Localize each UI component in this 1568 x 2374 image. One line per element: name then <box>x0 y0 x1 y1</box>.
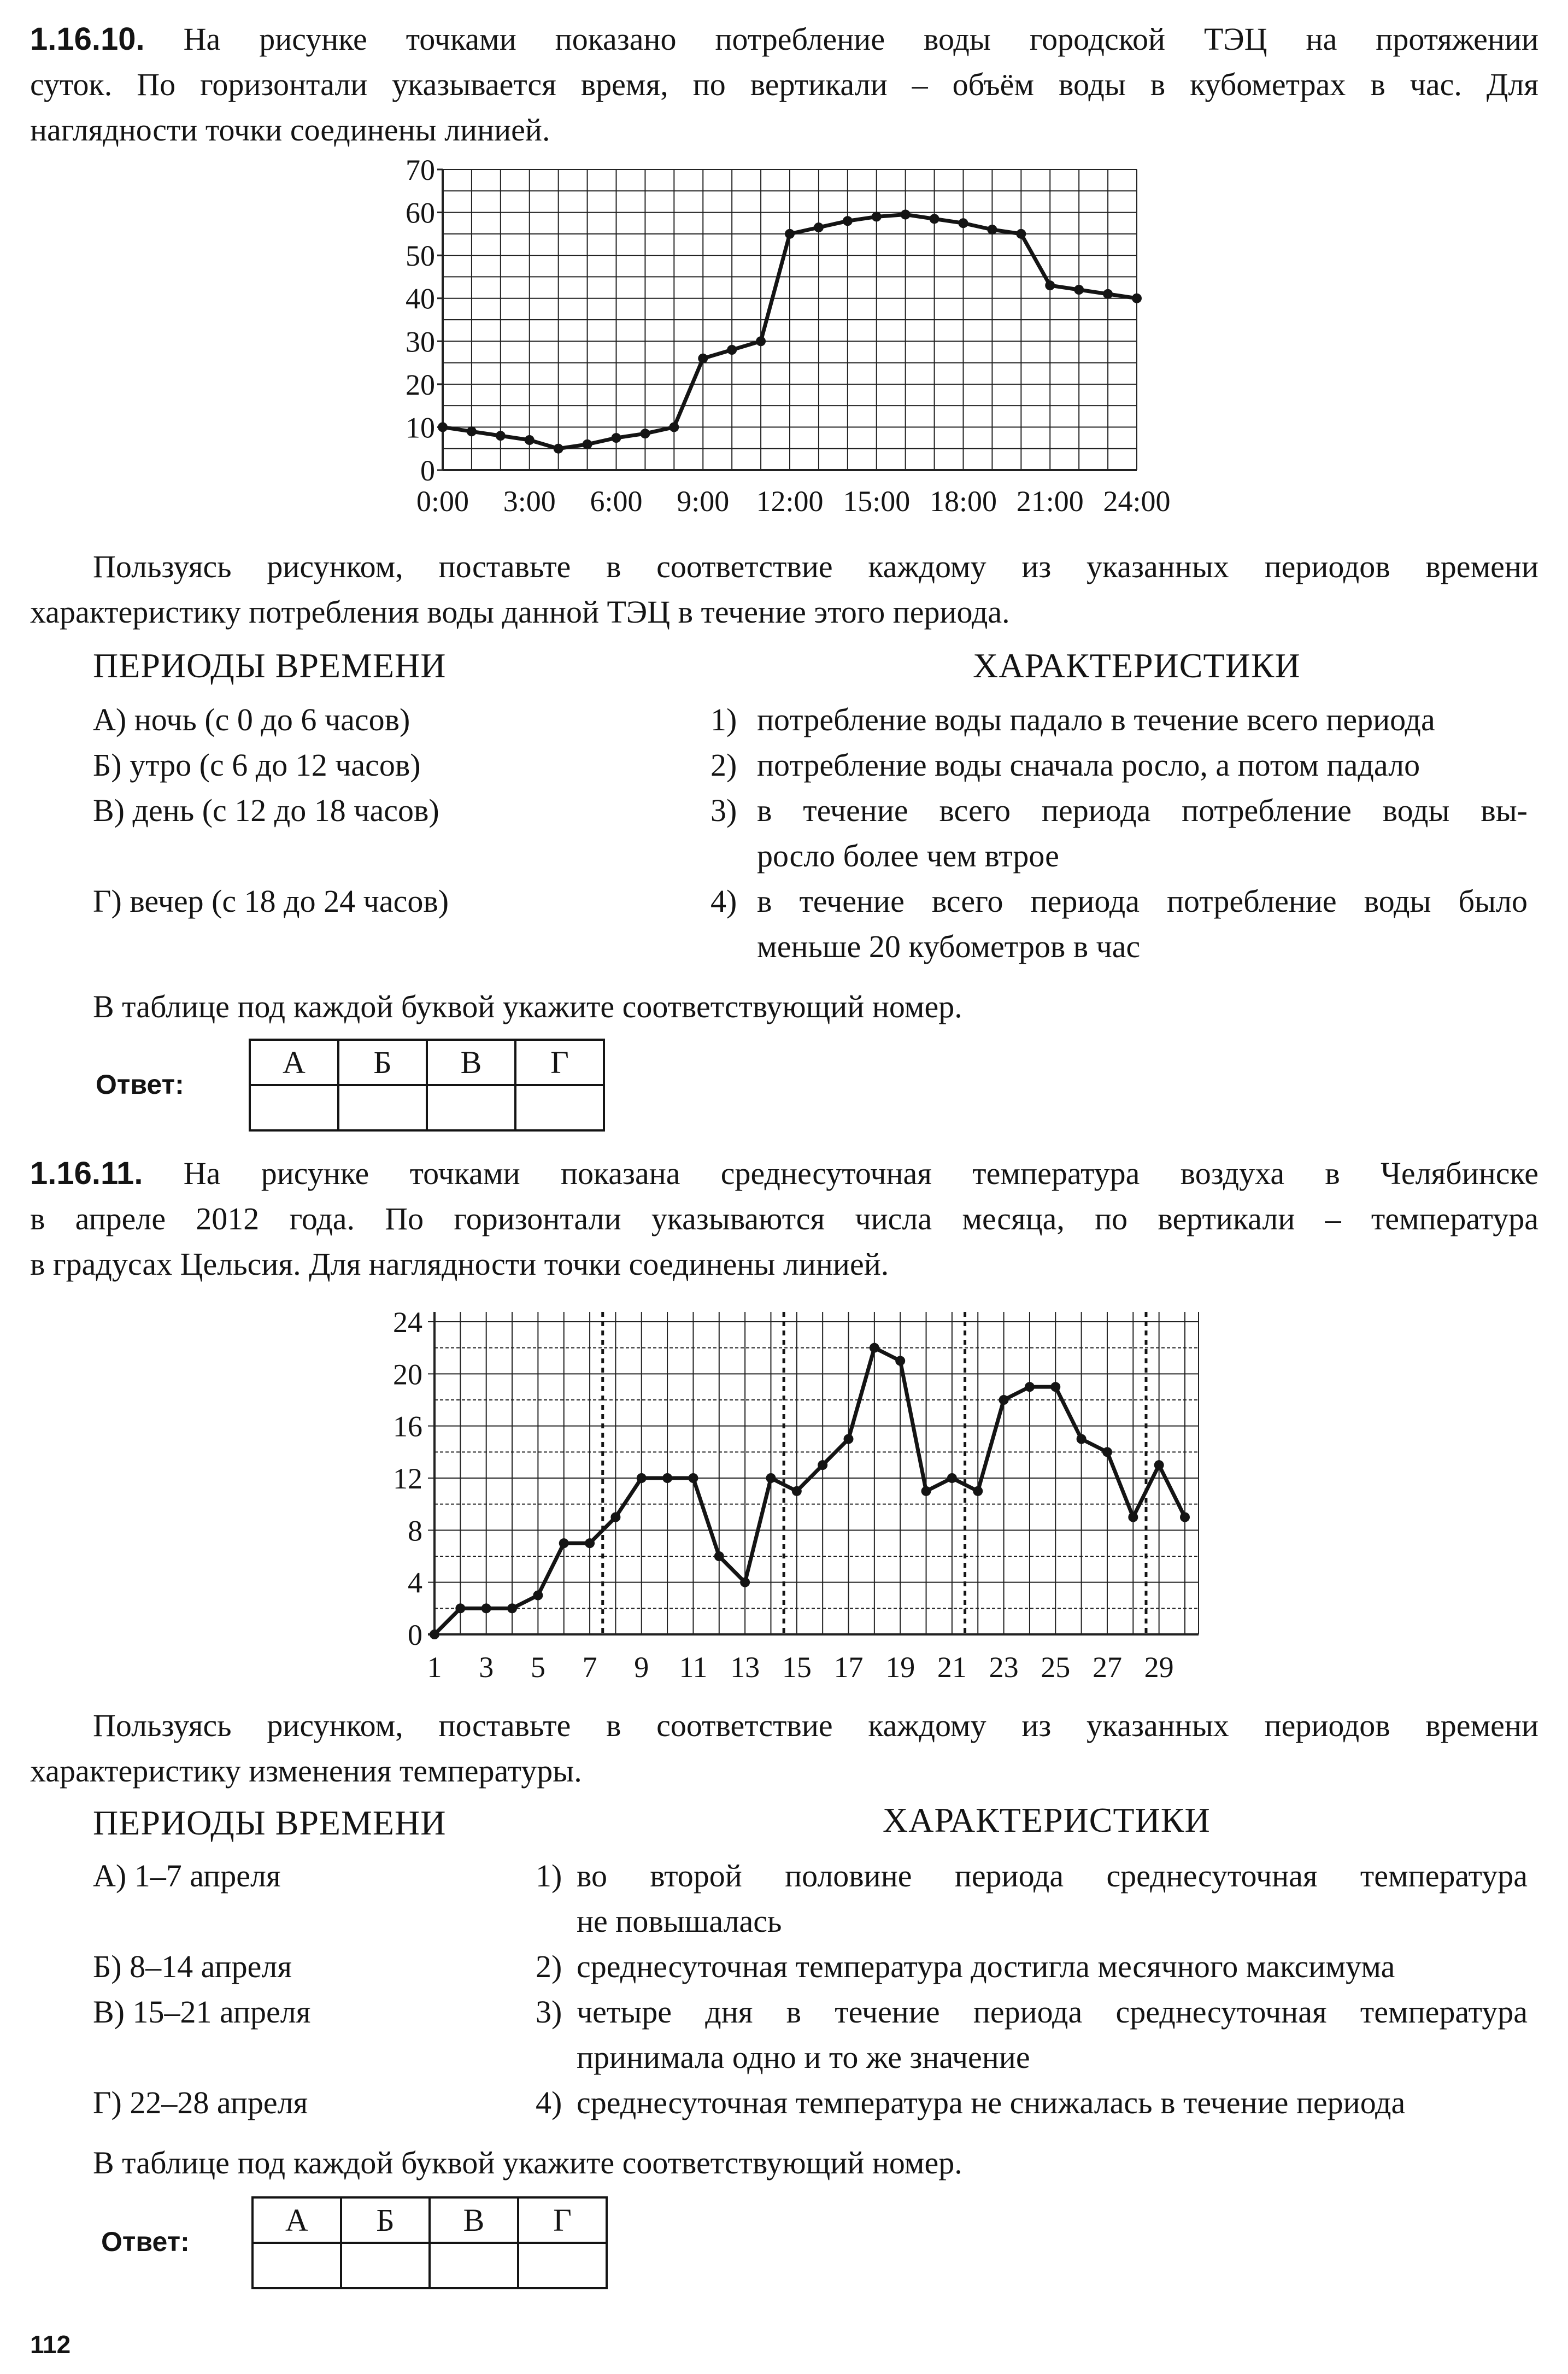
data-point <box>1025 1382 1035 1392</box>
data-point <box>554 444 563 454</box>
x-tick-label: 23 <box>989 1651 1019 1684</box>
x-tick-label: 9 <box>634 1651 649 1684</box>
y-tick-label: 8 <box>408 1514 422 1548</box>
data-point <box>843 216 853 226</box>
answer-header-v: В <box>427 1040 515 1085</box>
data-point <box>688 1473 698 1483</box>
data-point <box>870 1343 879 1353</box>
x-tick-label: 27 <box>1092 1651 1122 1684</box>
data-point <box>467 426 477 436</box>
x-tick-label: 29 <box>1144 1651 1174 1684</box>
problem2-answer-label: Ответ: <box>101 2226 190 2257</box>
problem2-char-1-line1: во второй половине периода среднесуточная температура <box>577 1858 1528 1894</box>
data-point <box>1016 229 1026 239</box>
problem1-period-v: В) день (с 12 до 18 часов) <box>93 793 439 828</box>
problem1-instruction-1: Пользуясь рисунком, поставьте в соответствие каждому из указанных периодов времени <box>93 549 1538 584</box>
problem2-answer-table <box>251 2196 608 2289</box>
x-tick-label: 21:00 <box>1016 485 1084 518</box>
problem2-instruction-1: Пользуясь рисунком, поставьте в соответствие каждому из указанных периодов времени <box>93 1708 1538 1743</box>
y-tick-label: 16 <box>393 1410 422 1443</box>
data-point <box>1074 285 1084 295</box>
y-tick-label: 0 <box>408 1619 422 1651</box>
data-point <box>814 222 824 232</box>
problem2-periods-header: ПЕРИОДЫ ВРЕМЕНИ <box>93 1803 447 1842</box>
answer-header-a: А <box>250 1040 338 1085</box>
y-tick-label: 50 <box>406 239 435 273</box>
answer-header-b: Б <box>341 2197 430 2243</box>
data-point <box>872 212 882 221</box>
x-tick-label: 7 <box>582 1651 597 1684</box>
data-point <box>756 336 766 346</box>
problem2-char-3-num: 3) <box>536 1994 562 2030</box>
data-point <box>612 433 621 443</box>
problem1-answer-label: Ответ: <box>96 1069 184 1100</box>
problem1-number: 1.16.10. <box>30 21 145 57</box>
data-point <box>901 210 911 220</box>
data-point <box>559 1538 569 1548</box>
x-tick-label: 15 <box>782 1651 812 1684</box>
answer-cell-g[interactable] <box>518 2243 607 2288</box>
x-tick-label: 3:00 <box>503 485 556 518</box>
problem2-characteristics-header: ХАРАКТЕРИСТИКИ <box>883 1801 1211 1839</box>
problem1-char-4-line1: в течение всего периода потребление воды было <box>757 883 1528 919</box>
answer-header-g: Г <box>518 2197 607 2243</box>
problem2-char-1-line2: не повышалась <box>577 1903 782 1939</box>
data-point <box>959 218 968 228</box>
problem1-answer-table <box>249 1039 605 1132</box>
data-point <box>1103 289 1113 299</box>
problem1-line-1: 1.16.10. На рисунке точками показано потребление воды городской ТЭЦ на протяжении <box>30 21 1538 57</box>
problem2-period-a: А) 1–7 апреля <box>93 1858 281 1894</box>
data-point <box>533 1591 543 1601</box>
data-point <box>844 1434 854 1444</box>
data-point <box>637 1473 647 1483</box>
problem1-line-3: наглядности точки соединены линией. <box>30 112 550 148</box>
x-tick-label: 0:00 <box>416 485 469 518</box>
data-point <box>987 225 997 235</box>
problem2-char-2-num: 2) <box>536 1949 562 1984</box>
problem2-char-3-line2: принимала одно и то же значение <box>577 2039 1030 2075</box>
x-tick-label: 24:00 <box>1103 485 1171 518</box>
answer-cell-a[interactable] <box>252 2243 341 2288</box>
data-point <box>947 1473 957 1483</box>
x-tick-label: 1 <box>427 1651 442 1684</box>
data-point <box>455 1603 465 1613</box>
x-tick-label: 17 <box>833 1651 864 1684</box>
temperature-chart <box>377 1301 1230 1700</box>
problem2-char-4: среднесуточная температура не снижалась в течение периода <box>577 2085 1406 2120</box>
problem1-char-3-line1: в течение всего периода потребление воды вы- <box>757 793 1528 828</box>
data-point <box>818 1460 827 1470</box>
data-point <box>525 435 535 445</box>
answer-header-b: Б <box>338 1040 427 1085</box>
data-point <box>496 431 506 441</box>
y-tick-label: 20 <box>393 1358 422 1391</box>
problem2-char-1-num: 1) <box>536 1858 562 1894</box>
x-tick-label: 5 <box>530 1651 545 1684</box>
y-tick-label: 20 <box>406 368 435 401</box>
problem1-characteristics-header: ХАРАКТЕРИСТИКИ <box>973 646 1301 685</box>
problem1-period-a: А) ночь (с 0 до 6 часов) <box>93 702 410 737</box>
answer-header-a: А <box>252 2197 341 2243</box>
x-tick-label: 9:00 <box>677 485 730 518</box>
x-tick-label: 3 <box>479 1651 494 1684</box>
problem1-table-instruction: В таблице под каждой буквой укажите соответствующий номер. <box>93 989 962 1024</box>
problem2-line-3: в градусах Цельсия. Для наглядности точки соединены линией. <box>30 1246 889 1282</box>
data-point <box>1050 1382 1060 1392</box>
data-point <box>1128 1513 1138 1522</box>
y-tick-label: 60 <box>406 196 435 230</box>
data-point <box>930 214 939 224</box>
data-point <box>999 1395 1009 1405</box>
data-point <box>1077 1434 1087 1444</box>
answer-cell-g[interactable] <box>515 1085 604 1130</box>
problem2-number: 1.16.11. <box>30 1156 143 1191</box>
problem2-line-2: в апреле 2012 года. По горизонтали указываются числа месяца, по вертикали – температура <box>30 1201 1538 1236</box>
problem1-period-b: Б) утро (с 6 до 12 часов) <box>93 747 421 783</box>
data-point <box>430 1629 439 1639</box>
answer-cell-v[interactable] <box>430 2243 518 2288</box>
problem1-char-4-num: 4) <box>710 883 737 919</box>
problem1-periods-header: ПЕРИОДЫ ВРЕМЕНИ <box>93 646 447 685</box>
problem2-table-instruction: В таблице под каждой буквой укажите соответствующий номер. <box>93 2145 962 2180</box>
temperature-line <box>434 1348 1185 1634</box>
data-point <box>1132 294 1142 303</box>
x-tick-label: 12:00 <box>756 485 824 518</box>
y-tick-label: 24 <box>393 1306 422 1339</box>
data-point <box>1180 1513 1190 1522</box>
data-point <box>792 1486 802 1496</box>
problem2-char-2: среднесуточная температура достигла месячного максимума <box>577 1949 1395 1984</box>
x-tick-label: 18:00 <box>929 485 997 518</box>
page-number: 112 <box>30 2330 71 2359</box>
data-point <box>585 1538 595 1548</box>
x-tick-label: 21 <box>937 1651 967 1684</box>
water-consumption-chart <box>377 156 1197 538</box>
y-tick-label: 4 <box>408 1566 422 1599</box>
data-point <box>640 429 650 438</box>
y-tick-label: 40 <box>406 282 435 315</box>
data-point <box>662 1473 672 1483</box>
problem1-char-3-line2: росло более чем втрое <box>757 838 1059 874</box>
data-point <box>714 1551 724 1561</box>
problem2-char-4-num: 4) <box>536 2085 562 2120</box>
data-point <box>1102 1447 1112 1457</box>
x-tick-label: 25 <box>1041 1651 1071 1684</box>
data-point <box>698 354 708 364</box>
problem2-period-g: Г) 22–28 апреля <box>93 2085 308 2120</box>
problem1-char-1: потребление воды падало в течение всего периода <box>757 702 1435 737</box>
problem2-period-v: В) 15–21 апреля <box>93 1994 311 2030</box>
x-tick-label: 15:00 <box>843 485 911 518</box>
answer-cell-v[interactable] <box>427 1085 515 1130</box>
problem1-char-1-num: 1) <box>710 702 737 737</box>
data-point <box>669 422 679 432</box>
data-point <box>1045 280 1055 290</box>
y-tick-label: 10 <box>406 411 435 444</box>
data-point <box>973 1486 983 1496</box>
answer-header-g: Г <box>515 1040 604 1085</box>
problem2-char-3-line1: четыре дня в течение периода среднесуточная температура <box>577 1994 1528 2030</box>
data-point <box>481 1603 491 1613</box>
problem1-period-g: Г) вечер (с 18 до 24 часов) <box>93 883 449 919</box>
data-point <box>1154 1460 1164 1470</box>
problem1-char-4-line2: меньше 20 кубометров в час <box>757 929 1141 964</box>
data-point <box>921 1486 931 1496</box>
y-tick-label: 12 <box>393 1462 422 1495</box>
data-point <box>438 422 448 432</box>
problem1-char-2: потребление воды сначала росло, а потом падало <box>757 747 1420 783</box>
problem1-char-3-num: 3) <box>710 793 737 828</box>
data-point <box>895 1356 905 1366</box>
data-point <box>727 345 737 355</box>
data-point <box>507 1603 517 1613</box>
data-point <box>766 1473 776 1483</box>
answer-header-v: В <box>430 2197 518 2243</box>
problem1-char-2-num: 2) <box>710 747 737 783</box>
problem2-period-b: Б) 8–14 апреля <box>93 1949 292 1984</box>
y-tick-label: 0 <box>420 454 435 487</box>
x-tick-label: 11 <box>679 1651 708 1684</box>
y-tick-label: 70 <box>406 156 435 186</box>
data-point <box>740 1578 750 1587</box>
problem1-instruction-2: характеристику потребления воды данной ТЭЦ в течение этого периода. <box>30 594 1010 630</box>
answer-cell-b[interactable] <box>338 1085 427 1130</box>
y-tick-label: 30 <box>406 325 435 359</box>
x-tick-label: 13 <box>730 1651 760 1684</box>
x-tick-label: 6:00 <box>590 485 643 518</box>
problem2-line-1: 1.16.11. На рисунке точками показана среднесуточная температура воздуха в Челябинске <box>30 1156 1538 1191</box>
data-point <box>785 229 795 239</box>
problem2-instruction-2: характеристику изменения температуры. <box>30 1753 582 1789</box>
answer-cell-a[interactable] <box>250 1085 338 1130</box>
data-point <box>610 1513 620 1522</box>
answer-cell-b[interactable] <box>341 2243 430 2288</box>
data-point <box>583 439 592 449</box>
x-tick-label: 19 <box>885 1651 915 1684</box>
problem1-line-2: суток. По горизонтали указывается время, по вертикали – объём воды в кубометрах в час. Для <box>30 67 1538 102</box>
